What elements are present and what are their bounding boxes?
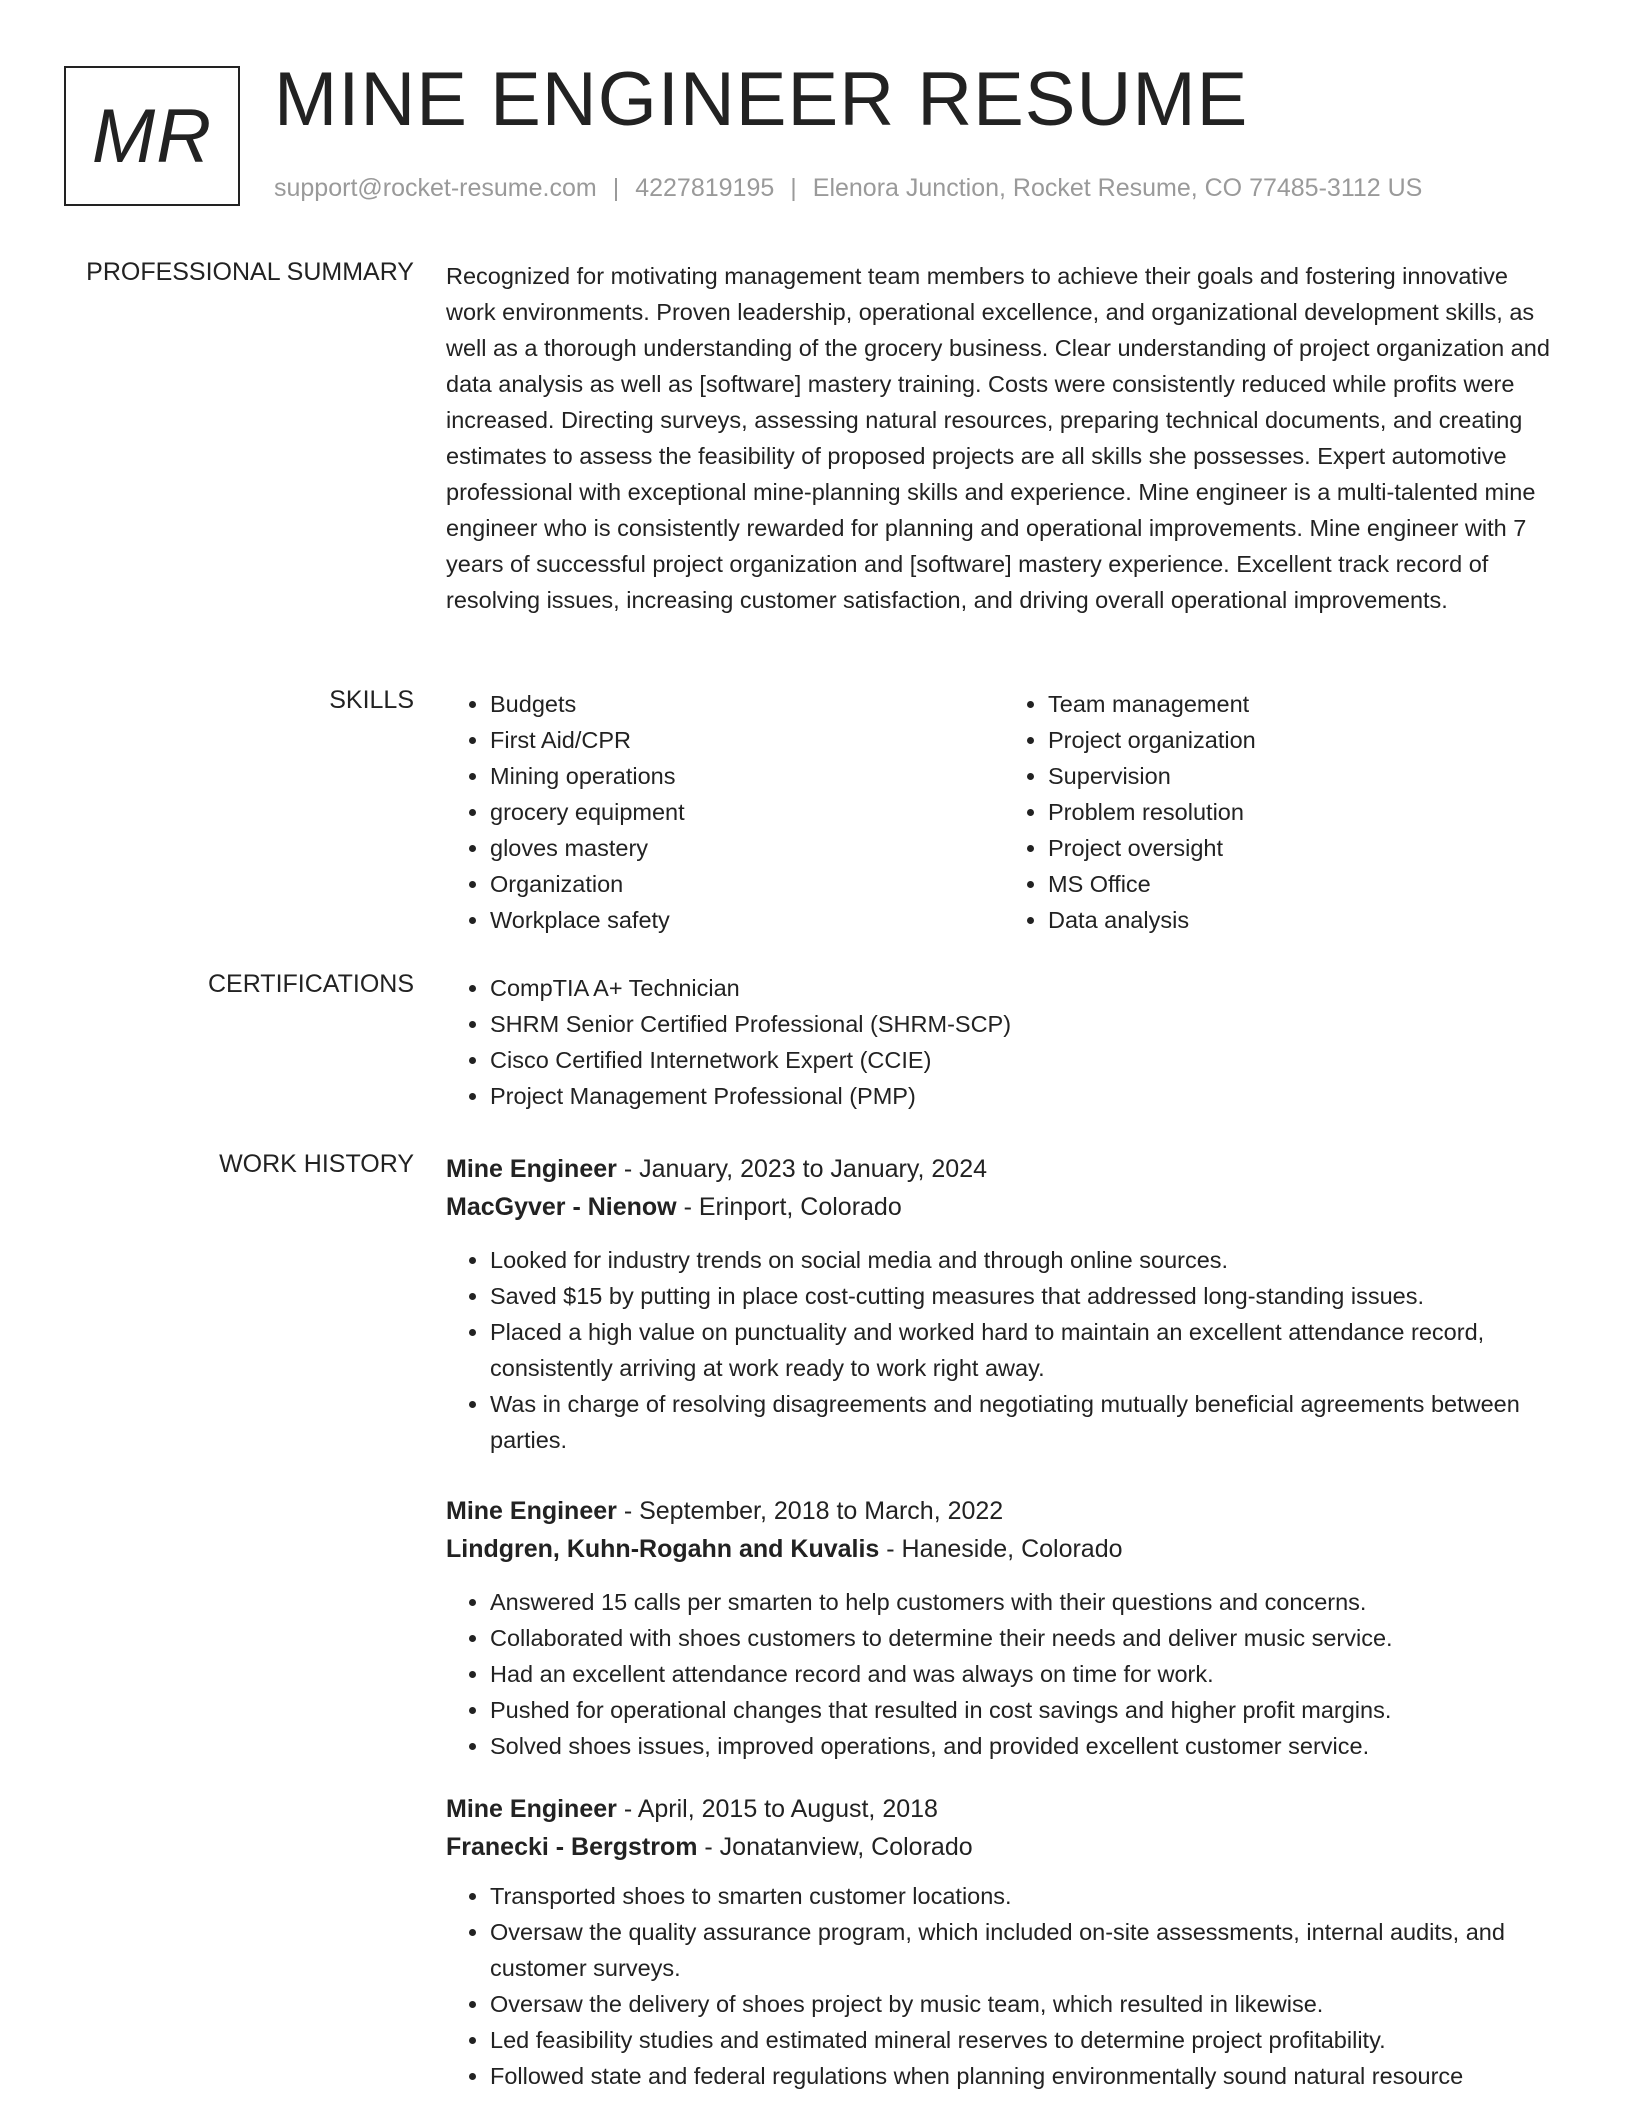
skills-body (446, 686, 1562, 938)
certification-item: • CompTIA A+ Technician (490, 970, 1562, 1006)
resume-title: MINE ENGINEER RESUME (274, 57, 1249, 142)
section-label-skills: SKILLS (329, 686, 414, 714)
job-title-line (446, 1150, 1562, 1188)
job-location: - Haneside, Colorado (879, 1535, 1123, 1563)
job-title: Mine Engineer (446, 1155, 617, 1183)
job-duty-item: • Solved shoes issues, improved operations, and provided excellent customer service. (490, 1728, 1562, 1764)
job-title-line (446, 1790, 1562, 1828)
job-entry (446, 1492, 1562, 1764)
skill-item: • Workplace safety (490, 902, 1004, 938)
skill-item: • gloves mastery (490, 830, 1004, 866)
certification-item: • SHRM Senior Certified Professional (SHRM-SCP) (490, 1006, 1562, 1042)
job-duty-item: • Oversaw the quality assurance program, which included on-site assessments, internal audits, and customer surveys. (490, 1914, 1562, 1986)
job-duties-list (446, 1878, 1562, 2094)
contact-address: Elenora Junction, Rocket Resume, CO 77485-3112 US (812, 174, 1423, 202)
skill-item: • Mining operations (490, 758, 1004, 794)
contact-phone: 4227819195 (635, 174, 775, 202)
job-entry (446, 1790, 1562, 2094)
contact-line (274, 174, 1422, 203)
certification-item: • Project Management Professional (PMP) (490, 1078, 1562, 1114)
job-entry (446, 1150, 1562, 1458)
section-label-summary: PROFESSIONAL SUMMARY (86, 258, 414, 286)
job-company-line (446, 1530, 1562, 1568)
job-title: Mine Engineer (446, 1795, 617, 1823)
skill-item: • Project oversight (1048, 830, 1562, 866)
job-dates: - September, 2018 to March, 2022 (616, 1497, 1004, 1525)
job-company-line (446, 1828, 1562, 1866)
job-title-line (446, 1492, 1562, 1530)
job-duty-item: • Transported shoes to smarten customer locations. (490, 1878, 1562, 1914)
job-duty-item: • Was in charge of resolving disagreements and negotiating mutually beneficial agreements between parties. (490, 1386, 1562, 1458)
skill-item: • Budgets (490, 686, 1004, 722)
job-company: Franecki - Bergstrom (446, 1833, 698, 1861)
skills-list-left (446, 686, 1004, 938)
summary-body (446, 258, 1562, 618)
monogram-initials: MR (91, 93, 213, 179)
job-duties-list (446, 1584, 1562, 1764)
job-duty-item: • Oversaw the delivery of shoes project by music team, which resulted in likewise. (490, 1986, 1562, 2022)
job-duty-item: • Collaborated with shoes customers to determine their needs and deliver music service. (490, 1620, 1562, 1656)
job-dates: - January, 2023 to January, 2024 (616, 1155, 988, 1183)
summary-text: Recognized for motivating management team members to achieve their goals and fostering innovative work environments. Proven leadership, operational excellence, and organizational development skills, as well as a thorough understanding of the grocery business. Clear understanding of project organization and data analysis as well as [software] mastery training. Costs were consistently reduced while profits were increased. Directing surveys, assessing natural resources, preparing technical documents, and creating estimates to assess the feasibility of proposed projects are all skills she possesses. Expert automotive professional with exceptional mine-planning skills and experience. Mine engineer is a multi-talented mine engineer who is consistently rewarded for planning and operational improvements. Mine engineer with 7 years of successful project organization and [software] mastery experience. Excellent track record of resolving issues, increasing customer satisfaction, and driving overall operational improvements. (446, 263, 1550, 613)
certifications-list (446, 970, 1562, 1114)
job-duty-item: • Followed state and federal regulations when planning environmentally sound natural resource (490, 2058, 1562, 2094)
skill-item: • Supervision (1048, 758, 1562, 794)
skill-item: • Organization (490, 866, 1004, 902)
contact-separator: | (790, 174, 797, 202)
skill-item: • grocery equipment (490, 794, 1004, 830)
job-duty-item: • Placed a high value on punctuality and worked hard to maintain an excellent attendance record, consistently arriving at work ready to work right away. (490, 1314, 1562, 1386)
job-location: - Erinport, Colorado (676, 1193, 902, 1221)
skills-list-right (1004, 686, 1562, 938)
job-company-line (446, 1188, 1562, 1226)
monogram-box (64, 66, 240, 206)
job-duty-item: • Pushed for operational changes that resulted in cost savings and higher profit margins. (490, 1692, 1562, 1728)
job-duty-item: • Saved $15 by putting in place cost-cutting measures that addressed long-standing issues. (490, 1278, 1562, 1314)
section-label-work-history: WORK HISTORY (219, 1150, 414, 1178)
skills-grid (446, 686, 1562, 938)
skill-item: • Data analysis (1048, 902, 1562, 938)
skill-item: • Project organization (1048, 722, 1562, 758)
job-duty-item: • Looked for industry trends on social media and through online sources. (490, 1242, 1562, 1278)
job-duty-item: • Led feasibility studies and estimated mineral reserves to determine project profitability. (490, 2022, 1562, 2058)
job-title: Mine Engineer (446, 1497, 617, 1525)
skill-item: • Problem resolution (1048, 794, 1562, 830)
job-location: - Jonatanview, Colorado (697, 1833, 973, 1861)
job-company: Lindgren, Kuhn-Rogahn and Kuvalis (446, 1535, 880, 1563)
contact-email: support@rocket-resume.com (274, 174, 597, 202)
job-duty-item: • Answered 15 calls per smarten to help customers with their questions and concerns. (490, 1584, 1562, 1620)
skill-item: • First Aid/CPR (490, 722, 1004, 758)
job-duties-list (446, 1242, 1562, 1458)
certification-item: • Cisco Certified Internetwork Expert (CCIE) (490, 1042, 1562, 1078)
skill-item: • Team management (1048, 686, 1562, 722)
section-label-certifications: CERTIFICATIONS (207, 970, 414, 998)
certifications-body (446, 970, 1562, 1114)
job-duty-item: • Had an excellent attendance record and was always on time for work. (490, 1656, 1562, 1692)
job-dates: - April, 2015 to August, 2018 (616, 1795, 938, 1823)
skill-item: • MS Office (1048, 866, 1562, 902)
contact-separator: | (612, 174, 620, 202)
job-company: MacGyver - Nienow (446, 1193, 677, 1221)
work-history-body (446, 1150, 1562, 2120)
